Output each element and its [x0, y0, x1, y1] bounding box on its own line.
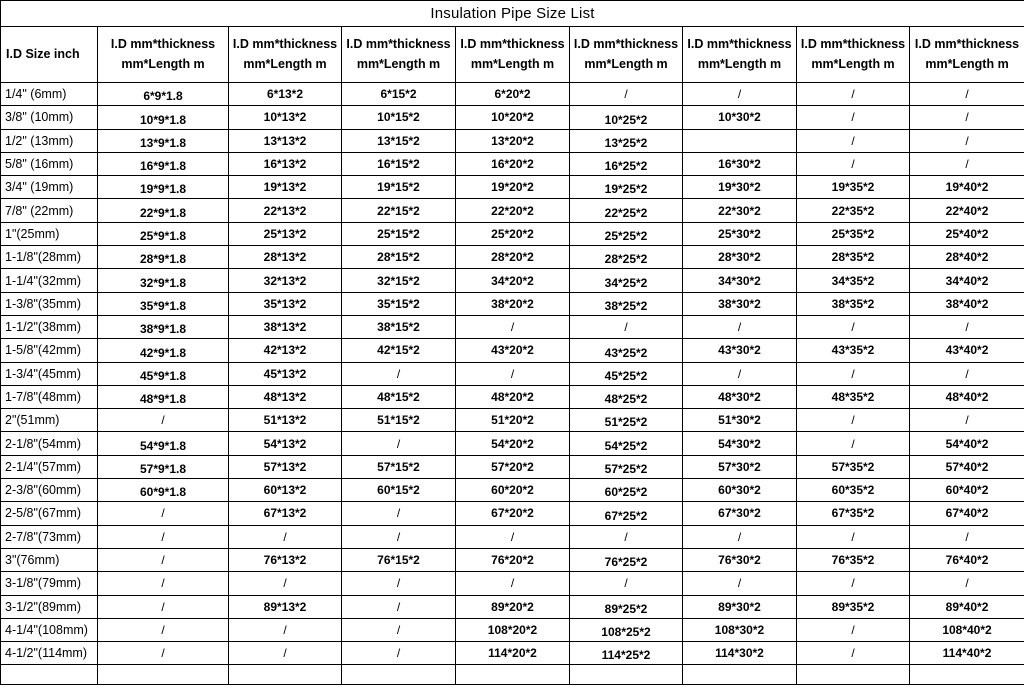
pipe-spec-cell: /	[229, 618, 342, 641]
empty-cell	[229, 665, 342, 685]
pipe-size-label: 4-1/4"(108mm)	[1, 618, 98, 641]
pipe-size-label: 2-7/8"(73mm)	[1, 525, 98, 548]
pipe-size-label: 3"(76mm)	[1, 548, 98, 571]
pipe-spec-cell: 57*35*2	[797, 455, 910, 478]
pipe-size-label: 2-5/8"(67mm)	[1, 502, 98, 525]
pipe-spec-cell: 114*25*2	[570, 642, 683, 665]
pipe-size-label: 3/4" (19mm)	[1, 176, 98, 199]
pipe-spec-cell: 67*30*2	[683, 502, 797, 525]
pipe-spec-cell: /	[570, 83, 683, 106]
pipe-spec-cell: 60*13*2	[229, 479, 342, 502]
column-header-line2: mm*Length m	[811, 56, 895, 71]
pipe-spec-cell: 45*25*2	[570, 362, 683, 385]
pipe-spec-cell: /	[797, 129, 910, 152]
pipe-spec-cell: 22*9*1.8	[98, 199, 229, 222]
pipe-spec-cell: /	[342, 362, 456, 385]
empty-cell	[456, 665, 570, 685]
column-header-spec-6	[683, 27, 797, 83]
pipe-size-label: 1-3/4"(45mm)	[1, 362, 98, 385]
pipe-spec-cell: 19*25*2	[570, 176, 683, 199]
pipe-spec-cell: 114*30*2	[683, 642, 797, 665]
pipe-spec-cell: 34*30*2	[683, 269, 797, 292]
pipe-spec-cell: /	[797, 106, 910, 129]
table-row	[1, 525, 1024, 548]
column-header-spec-2	[229, 27, 342, 83]
pipe-spec-cell: 43*35*2	[797, 339, 910, 362]
pipe-spec-cell: /	[456, 315, 570, 338]
pipe-spec-cell: /	[229, 525, 342, 548]
pipe-spec-cell: 57*25*2	[570, 455, 683, 478]
column-header-line1: I.D mm*thickness	[110, 37, 216, 52]
table-row	[1, 479, 1024, 502]
pipe-spec-cell: 108*25*2	[570, 618, 683, 641]
pipe-size-label: 4-1/2"(114mm)	[1, 642, 98, 665]
pipe-spec-cell: 34*35*2	[797, 269, 910, 292]
column-header-spec-1	[98, 27, 229, 83]
column-header-line1: I.D mm*thickness	[232, 37, 338, 52]
pipe-spec-cell: 32*13*2	[229, 269, 342, 292]
pipe-spec-cell: 57*40*2	[910, 455, 1024, 478]
pipe-spec-cell: /	[683, 572, 797, 595]
empty-cell	[342, 665, 456, 685]
pipe-spec-cell: /	[342, 595, 456, 618]
pipe-size-label: 1-1/8"(28mm)	[1, 246, 98, 269]
column-header-line2: mm*Length m	[925, 56, 1009, 71]
pipe-spec-cell: 6*20*2	[456, 83, 570, 106]
table-row	[1, 595, 1024, 618]
pipe-spec-cell: 76*35*2	[797, 548, 910, 571]
pipe-spec-cell: 22*13*2	[229, 199, 342, 222]
table-row	[1, 432, 1024, 455]
empty-cell	[797, 665, 910, 685]
pipe-spec-cell: /	[342, 618, 456, 641]
table-row	[1, 129, 1024, 152]
table-row	[1, 502, 1024, 525]
pipe-spec-cell: 57*9*1.8	[98, 455, 229, 478]
empty-cell	[683, 665, 797, 685]
pipe-spec-cell: 48*40*2	[910, 385, 1024, 408]
pipe-spec-cell: /	[797, 618, 910, 641]
column-header-line2: mm*Length m	[121, 56, 205, 71]
pipe-size-label: 3/8" (10mm)	[1, 106, 98, 129]
pipe-spec-cell: 25*13*2	[229, 222, 342, 245]
pipe-spec-cell: 54*13*2	[229, 432, 342, 455]
pipe-spec-cell: 32*15*2	[342, 269, 456, 292]
pipe-spec-cell: 35*13*2	[229, 292, 342, 315]
pipe-spec-cell: 10*15*2	[342, 106, 456, 129]
pipe-spec-cell: 6*15*2	[342, 83, 456, 106]
title-row	[1, 1, 1024, 27]
empty-cell	[910, 665, 1024, 685]
column-header-line1: I.D mm*thickness	[800, 37, 906, 52]
pipe-spec-cell: 48*15*2	[342, 385, 456, 408]
column-header-line1: I.D mm*thickness	[573, 37, 679, 52]
table-row	[1, 618, 1024, 641]
pipe-spec-cell: 25*20*2	[456, 222, 570, 245]
pipe-spec-cell: 48*25*2	[570, 385, 683, 408]
pipe-spec-cell: 48*20*2	[456, 385, 570, 408]
empty-cell	[1, 665, 98, 685]
pipe-spec-cell: 10*13*2	[229, 106, 342, 129]
pipe-spec-cell: 19*20*2	[456, 176, 570, 199]
pipe-spec-cell: 13*25*2	[570, 129, 683, 152]
pipe-size-label: 3-1/2"(89mm)	[1, 595, 98, 618]
pipe-spec-cell: 16*13*2	[229, 152, 342, 175]
pipe-size-label: 5/8" (16mm)	[1, 152, 98, 175]
pipe-spec-cell: 51*20*2	[456, 409, 570, 432]
pipe-spec-cell: 57*30*2	[683, 455, 797, 478]
pipe-spec-cell: 19*35*2	[797, 176, 910, 199]
pipe-spec-cell: /	[98, 595, 229, 618]
pipe-spec-cell: /	[342, 432, 456, 455]
column-header-spec-4	[456, 27, 570, 83]
pipe-spec-cell: 48*13*2	[229, 385, 342, 408]
pipe-spec-cell: 38*20*2	[456, 292, 570, 315]
pipe-spec-cell: /	[456, 362, 570, 385]
pipe-spec-cell: 67*40*2	[910, 502, 1024, 525]
pipe-spec-cell: /	[456, 572, 570, 595]
pipe-spec-cell: /	[797, 83, 910, 106]
pipe-spec-cell: 67*25*2	[570, 502, 683, 525]
page-title: Insulation Pipe Size List	[1, 1, 1024, 27]
pipe-spec-cell: 76*40*2	[910, 548, 1024, 571]
pipe-spec-cell: 16*20*2	[456, 152, 570, 175]
pipe-spec-cell: 45*13*2	[229, 362, 342, 385]
pipe-spec-cell: 19*9*1.8	[98, 176, 229, 199]
pipe-spec-cell: 28*20*2	[456, 246, 570, 269]
pipe-spec-cell: /	[683, 525, 797, 548]
table-row	[1, 176, 1024, 199]
pipe-spec-cell: 19*40*2	[910, 176, 1024, 199]
pipe-spec-cell: /	[683, 315, 797, 338]
pipe-spec-cell: /	[797, 525, 910, 548]
pipe-spec-cell: 108*40*2	[910, 618, 1024, 641]
column-header-line2: mm*Length m	[470, 56, 555, 71]
table-row	[1, 548, 1024, 571]
pipe-spec-cell: 76*13*2	[229, 548, 342, 571]
pipe-spec-cell: 38*40*2	[910, 292, 1024, 315]
pipe-spec-cell: 28*9*1.8	[98, 246, 229, 269]
pipe-spec-cell: 28*30*2	[683, 246, 797, 269]
pipe-spec-cell: 22*15*2	[342, 199, 456, 222]
pipe-spec-cell: 38*35*2	[797, 292, 910, 315]
pipe-size-label: 1-5/8"(42mm)	[1, 339, 98, 362]
pipe-spec-cell: 10*30*2	[683, 106, 797, 129]
pipe-size-label: 1/4" (6mm)	[1, 83, 98, 106]
pipe-spec-cell: /	[797, 152, 910, 175]
column-header-line1: I.D mm*thickness	[914, 37, 1020, 52]
pipe-spec-cell: 57*13*2	[229, 455, 342, 478]
pipe-spec-cell: /	[910, 106, 1024, 129]
pipe-size-label: 1-7/8"(48mm)	[1, 385, 98, 408]
pipe-spec-cell: 42*15*2	[342, 339, 456, 362]
pipe-spec-cell: 22*20*2	[456, 199, 570, 222]
pipe-spec-cell: 114*40*2	[910, 642, 1024, 665]
empty-cell	[98, 665, 229, 685]
column-header-line1: I.D mm*thickness	[687, 37, 792, 52]
pipe-spec-cell: 108*20*2	[456, 618, 570, 641]
pipe-spec-cell: 43*25*2	[570, 339, 683, 362]
pipe-spec-cell: 34*20*2	[456, 269, 570, 292]
pipe-spec-cell: 51*15*2	[342, 409, 456, 432]
pipe-size-label: 3-1/8"(79mm)	[1, 572, 98, 595]
pipe-spec-cell: 38*25*2	[570, 292, 683, 315]
pipe-spec-cell: 10*25*2	[570, 106, 683, 129]
pipe-spec-cell: 60*20*2	[456, 479, 570, 502]
pipe-spec-cell: /	[98, 572, 229, 595]
pipe-spec-cell: 60*9*1.8	[98, 479, 229, 502]
pipe-spec-cell: 38*9*1.8	[98, 315, 229, 338]
pipe-spec-cell: /	[910, 83, 1024, 106]
pipe-spec-cell: 16*30*2	[683, 152, 797, 175]
pipe-spec-cell: 43*40*2	[910, 339, 1024, 362]
pipe-spec-cell: 54*40*2	[910, 432, 1024, 455]
pipe-spec-cell: 54*30*2	[683, 432, 797, 455]
pipe-spec-cell: 76*20*2	[456, 548, 570, 571]
partial-bottom-row	[1, 665, 1024, 685]
pipe-spec-cell: /	[342, 642, 456, 665]
pipe-spec-cell: 60*35*2	[797, 479, 910, 502]
table-row	[1, 409, 1024, 432]
column-header-row	[1, 27, 1024, 83]
pipe-spec-cell: /	[98, 502, 229, 525]
pipe-spec-cell: /	[570, 315, 683, 338]
pipe-spec-cell: 60*15*2	[342, 479, 456, 502]
pipe-spec-cell: 42*13*2	[229, 339, 342, 362]
pipe-spec-cell: /	[910, 362, 1024, 385]
column-header-spec-3	[342, 27, 456, 83]
pipe-spec-cell: /	[910, 572, 1024, 595]
pipe-size-label: 1"(25mm)	[1, 222, 98, 245]
pipe-spec-cell: 25*30*2	[683, 222, 797, 245]
pipe-spec-cell: /	[98, 642, 229, 665]
pipe-spec-cell: 42*9*1.8	[98, 339, 229, 362]
pipe-spec-cell: 48*30*2	[683, 385, 797, 408]
pipe-size-label: 2"(51mm)	[1, 409, 98, 432]
pipe-spec-cell: 67*20*2	[456, 502, 570, 525]
column-header-line1: I.D mm*thickness	[460, 37, 565, 52]
pipe-spec-cell: 16*25*2	[570, 152, 683, 175]
pipe-spec-cell: 35*9*1.8	[98, 292, 229, 315]
column-header-line2: mm*Length m	[584, 56, 668, 71]
pipe-spec-cell: 6*13*2	[229, 83, 342, 106]
column-header-size: I.D Size inch	[1, 27, 98, 83]
pipe-spec-cell: 43*30*2	[683, 339, 797, 362]
pipe-spec-cell: 35*15*2	[342, 292, 456, 315]
pipe-spec-cell: 57*20*2	[456, 455, 570, 478]
table-row	[1, 385, 1024, 408]
pipe-spec-cell: 22*25*2	[570, 199, 683, 222]
pipe-size-label: 1-1/2"(38mm)	[1, 315, 98, 338]
pipe-spec-cell: 34*25*2	[570, 269, 683, 292]
pipe-size-label: 2-3/8"(60mm)	[1, 479, 98, 502]
pipe-spec-cell: 10*20*2	[456, 106, 570, 129]
pipe-spec-cell: 13*13*2	[229, 129, 342, 152]
pipe-size-label: 1/2" (13mm)	[1, 129, 98, 152]
pipe-spec-cell: 60*25*2	[570, 479, 683, 502]
pipe-size-label: 1-1/4"(32mm)	[1, 269, 98, 292]
pipe-spec-cell: 114*20*2	[456, 642, 570, 665]
pipe-spec-cell: /	[683, 83, 797, 106]
pipe-spec-cell: 89*30*2	[683, 595, 797, 618]
table-row	[1, 106, 1024, 129]
table-row	[1, 83, 1024, 106]
pipe-spec-cell: /	[229, 642, 342, 665]
pipe-spec-cell: /	[342, 572, 456, 595]
table-row	[1, 339, 1024, 362]
pipe-spec-cell: /	[797, 362, 910, 385]
column-header-line1: I.D mm*thickness	[346, 37, 451, 52]
pipe-spec-cell: 32*9*1.8	[98, 269, 229, 292]
pipe-spec-cell: /	[570, 525, 683, 548]
pipe-spec-cell: /	[910, 129, 1024, 152]
pipe-spec-cell: 34*40*2	[910, 269, 1024, 292]
column-header-spec-5	[570, 27, 683, 83]
column-header-spec-8	[910, 27, 1024, 83]
pipe-spec-cell: /	[910, 409, 1024, 432]
pipe-spec-cell: 22*35*2	[797, 199, 910, 222]
pipe-spec-cell: 60*30*2	[683, 479, 797, 502]
pipe-spec-cell: 54*25*2	[570, 432, 683, 455]
pipe-spec-cell: 76*30*2	[683, 548, 797, 571]
pipe-size-label: 7/8" (22mm)	[1, 199, 98, 222]
pipe-spec-cell: 28*35*2	[797, 246, 910, 269]
pipe-spec-cell: /	[98, 525, 229, 548]
pipe-spec-cell: 108*30*2	[683, 618, 797, 641]
pipe-spec-cell: /	[797, 315, 910, 338]
pipe-spec-cell: 28*40*2	[910, 246, 1024, 269]
pipe-spec-cell: 13*20*2	[456, 129, 570, 152]
pipe-spec-cell: 38*30*2	[683, 292, 797, 315]
pipe-spec-cell: 10*9*1.8	[98, 106, 229, 129]
pipe-spec-cell: /	[342, 525, 456, 548]
table-row	[1, 315, 1024, 338]
pipe-spec-cell: /	[910, 525, 1024, 548]
pipe-spec-cell: 67*35*2	[797, 502, 910, 525]
pipe-spec-cell: 25*40*2	[910, 222, 1024, 245]
pipe-spec-cell: 67*13*2	[229, 502, 342, 525]
column-header-spec-7	[797, 27, 910, 83]
pipe-spec-cell: 89*20*2	[456, 595, 570, 618]
table-row	[1, 246, 1024, 269]
pipe-spec-cell: 28*13*2	[229, 246, 342, 269]
pipe-spec-cell: 16*9*1.8	[98, 152, 229, 175]
pipe-spec-cell: 22*30*2	[683, 199, 797, 222]
pipe-spec-cell: 89*25*2	[570, 595, 683, 618]
pipe-spec-cell: /	[456, 525, 570, 548]
pipe-spec-cell: 45*9*1.8	[98, 362, 229, 385]
pipe-spec-cell: 38*15*2	[342, 315, 456, 338]
table-row	[1, 292, 1024, 315]
pipe-spec-cell: 54*9*1.8	[98, 432, 229, 455]
pipe-spec-cell: /	[797, 642, 910, 665]
pipe-spec-cell: 28*25*2	[570, 246, 683, 269]
pipe-spec-cell: 19*30*2	[683, 176, 797, 199]
empty-cell	[570, 665, 683, 685]
pipe-spec-cell: 76*15*2	[342, 548, 456, 571]
table-row	[1, 362, 1024, 385]
pipe-spec-cell: 13*9*1.8	[98, 129, 229, 152]
pipe-spec-cell: 43*20*2	[456, 339, 570, 362]
pipe-spec-cell: 25*15*2	[342, 222, 456, 245]
pipe-spec-cell: 19*15*2	[342, 176, 456, 199]
pipe-spec-cell: 89*35*2	[797, 595, 910, 618]
pipe-spec-cell: /	[98, 618, 229, 641]
pipe-spec-cell: 38*13*2	[229, 315, 342, 338]
pipe-spec-cell: /	[98, 409, 229, 432]
table-row	[1, 269, 1024, 292]
pipe-spec-cell: /	[570, 572, 683, 595]
column-header-line2: mm*Length m	[697, 56, 782, 71]
pipe-spec-cell	[683, 129, 797, 152]
column-header-line2: mm*Length m	[356, 56, 441, 71]
pipe-spec-cell: /	[797, 409, 910, 432]
column-header-line2: mm*Length m	[243, 56, 327, 71]
pipe-spec-cell: 89*13*2	[229, 595, 342, 618]
pipe-spec-cell: 25*9*1.8	[98, 222, 229, 245]
table-row	[1, 572, 1024, 595]
pipe-spec-cell: 48*9*1.8	[98, 385, 229, 408]
table-row	[1, 199, 1024, 222]
pipe-spec-cell: 51*30*2	[683, 409, 797, 432]
pipe-spec-cell: 16*15*2	[342, 152, 456, 175]
pipe-spec-cell: 51*25*2	[570, 409, 683, 432]
pipe-size-label: 2-1/8"(54mm)	[1, 432, 98, 455]
pipe-spec-cell: 76*25*2	[570, 548, 683, 571]
table-row	[1, 152, 1024, 175]
pipe-spec-cell: /	[797, 432, 910, 455]
pipe-spec-cell: 48*35*2	[797, 385, 910, 408]
pipe-spec-cell: 28*15*2	[342, 246, 456, 269]
pipe-spec-cell: 60*40*2	[910, 479, 1024, 502]
table-row	[1, 455, 1024, 478]
pipe-size-label: 2-1/4"(57mm)	[1, 455, 98, 478]
pipe-spec-cell: /	[910, 315, 1024, 338]
pipe-spec-cell: /	[342, 502, 456, 525]
pipe-spec-cell: 22*40*2	[910, 199, 1024, 222]
pipe-spec-cell: 54*20*2	[456, 432, 570, 455]
pipe-spec-cell: 51*13*2	[229, 409, 342, 432]
pipe-spec-cell: /	[229, 572, 342, 595]
pipe-spec-cell: /	[797, 572, 910, 595]
pipe-spec-cell: 25*25*2	[570, 222, 683, 245]
pipe-spec-cell: 89*40*2	[910, 595, 1024, 618]
pipe-spec-cell: 6*9*1.8	[98, 83, 229, 106]
pipe-spec-cell: 19*13*2	[229, 176, 342, 199]
pipe-spec-cell: 13*15*2	[342, 129, 456, 152]
pipe-spec-cell: /	[683, 362, 797, 385]
pipe-spec-cell: /	[98, 548, 229, 571]
pipe-spec-cell: /	[910, 152, 1024, 175]
table-row	[1, 642, 1024, 665]
pipe-spec-cell: 25*35*2	[797, 222, 910, 245]
pipe-spec-cell: 57*15*2	[342, 455, 456, 478]
table-row	[1, 222, 1024, 245]
pipe-size-label: 1-3/8"(35mm)	[1, 292, 98, 315]
